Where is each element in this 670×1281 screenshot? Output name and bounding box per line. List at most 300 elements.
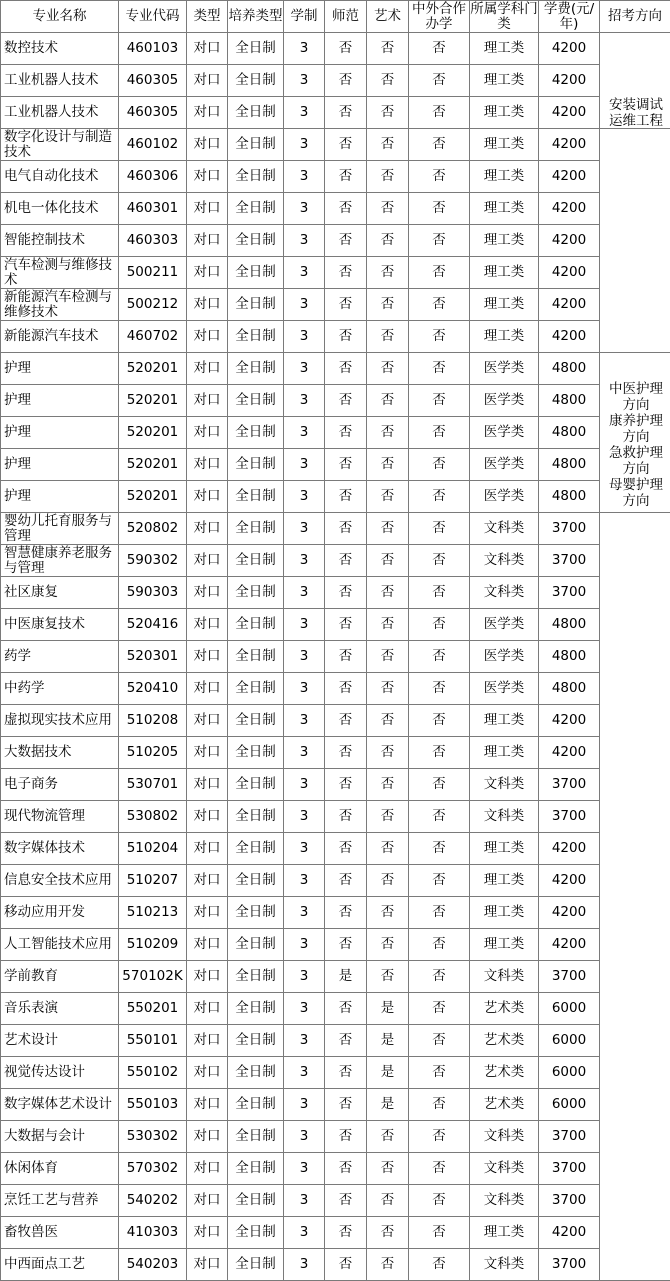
- teacher-training: 否: [325, 705, 367, 737]
- duration: 3: [284, 417, 325, 449]
- duration: 3: [284, 705, 325, 737]
- discipline: 医学类: [470, 481, 539, 513]
- tuition: 3700: [539, 1185, 600, 1217]
- type: 对口: [187, 993, 228, 1025]
- joint-program: 否: [409, 257, 470, 289]
- tuition: 6000: [539, 1025, 600, 1057]
- major-name: 数字化设计与制造技术: [1, 129, 119, 161]
- joint-program: 否: [409, 737, 470, 769]
- tuition: 3700: [539, 769, 600, 801]
- art: 否: [367, 897, 409, 929]
- art: 否: [367, 33, 409, 65]
- discipline: 文科类: [470, 513, 539, 545]
- art: 否: [367, 97, 409, 129]
- type: 对口: [187, 929, 228, 961]
- tuition: 4200: [539, 321, 600, 353]
- discipline: 文科类: [470, 1249, 539, 1281]
- direction-nursing-text-4: 母婴护理方向: [609, 477, 663, 509]
- type: 对口: [187, 609, 228, 641]
- art: 否: [367, 1121, 409, 1153]
- discipline: 理工类: [470, 321, 539, 353]
- tuition: 4200: [539, 225, 600, 257]
- major-code: 520201: [119, 385, 187, 417]
- art: 否: [367, 833, 409, 865]
- duration: 3: [284, 545, 325, 577]
- joint-program: 否: [409, 33, 470, 65]
- major-code: 510204: [119, 833, 187, 865]
- teacher-training: 否: [325, 1217, 367, 1249]
- type: 对口: [187, 673, 228, 705]
- training-type: 全日制: [228, 257, 284, 289]
- joint-program: 否: [409, 833, 470, 865]
- training-type: 全日制: [228, 833, 284, 865]
- major-name: 社区康复: [1, 577, 119, 609]
- teacher-training: 否: [325, 417, 367, 449]
- training-type: 全日制: [228, 33, 284, 65]
- joint-program: 否: [409, 609, 470, 641]
- teacher-training: 否: [325, 929, 367, 961]
- discipline: 理工类: [470, 65, 539, 97]
- type: 对口: [187, 257, 228, 289]
- joint-program: 否: [409, 65, 470, 97]
- art: 否: [367, 769, 409, 801]
- type: 对口: [187, 865, 228, 897]
- training-type: 全日制: [228, 353, 284, 385]
- training-type: 全日制: [228, 545, 284, 577]
- joint-program: 否: [409, 1185, 470, 1217]
- discipline: 艺术类: [470, 1025, 539, 1057]
- training-type: 全日制: [228, 1057, 284, 1089]
- tuition: 4200: [539, 865, 600, 897]
- training-type: 全日制: [228, 1153, 284, 1185]
- teacher-training: 否: [325, 161, 367, 193]
- joint-program: 否: [409, 353, 470, 385]
- discipline: 医学类: [470, 417, 539, 449]
- teacher-training: 否: [325, 609, 367, 641]
- joint-program: 否: [409, 993, 470, 1025]
- major-code: 530302: [119, 1121, 187, 1153]
- training-type: 全日制: [228, 609, 284, 641]
- major-name: 汽车检测与维修技术: [1, 257, 119, 289]
- training-type: 全日制: [228, 1121, 284, 1153]
- major-code: 550201: [119, 993, 187, 1025]
- discipline: 文科类: [470, 1153, 539, 1185]
- tuition: 3700: [539, 1121, 600, 1153]
- duration: 3: [284, 1249, 325, 1281]
- art: 否: [367, 641, 409, 673]
- duration: 3: [284, 385, 325, 417]
- tuition: 4800: [539, 481, 600, 513]
- tuition: 3700: [539, 545, 600, 577]
- tuition: 4200: [539, 1217, 600, 1249]
- discipline: 医学类: [470, 641, 539, 673]
- type: 对口: [187, 1185, 228, 1217]
- teacher-training: 否: [325, 1249, 367, 1281]
- type: 对口: [187, 897, 228, 929]
- training-type: 全日制: [228, 673, 284, 705]
- art: 否: [367, 865, 409, 897]
- type: 对口: [187, 833, 228, 865]
- type: 对口: [187, 1217, 228, 1249]
- training-type: 全日制: [228, 193, 284, 225]
- major-name: 中药学: [1, 673, 119, 705]
- major-code: 520416: [119, 609, 187, 641]
- major-code: 460102: [119, 129, 187, 161]
- discipline: 理工类: [470, 705, 539, 737]
- tuition: 6000: [539, 1089, 600, 1121]
- tuition: 3700: [539, 577, 600, 609]
- joint-program: 否: [409, 481, 470, 513]
- major-code: 460301: [119, 193, 187, 225]
- training-type: 全日制: [228, 1249, 284, 1281]
- duration: 3: [284, 289, 325, 321]
- type: 对口: [187, 545, 228, 577]
- tuition: 4200: [539, 257, 600, 289]
- discipline: 理工类: [470, 833, 539, 865]
- teacher-training: 否: [325, 33, 367, 65]
- major-name: 数控技术: [1, 33, 119, 65]
- major-code: 570302: [119, 1153, 187, 1185]
- joint-program: 否: [409, 705, 470, 737]
- header-col-art: 艺术: [367, 1, 409, 33]
- duration: 3: [284, 865, 325, 897]
- teacher-training: 是: [325, 961, 367, 993]
- tuition: 4200: [539, 833, 600, 865]
- discipline: 文科类: [470, 801, 539, 833]
- major-code: 460305: [119, 65, 187, 97]
- duration: 3: [284, 609, 325, 641]
- discipline: 理工类: [470, 193, 539, 225]
- teacher-training: 否: [325, 1185, 367, 1217]
- type: 对口: [187, 289, 228, 321]
- direction-cell-robot-text: 安装调试运维工程: [609, 97, 663, 129]
- tuition: 4800: [539, 353, 600, 385]
- teacher-training: 否: [325, 129, 367, 161]
- direction-cell-blank-2: [600, 513, 670, 1281]
- type: 对口: [187, 417, 228, 449]
- teacher-training: 否: [325, 577, 367, 609]
- discipline: 医学类: [470, 353, 539, 385]
- duration: 3: [284, 225, 325, 257]
- training-type: 全日制: [228, 321, 284, 353]
- discipline: 理工类: [470, 897, 539, 929]
- major-name: 信息安全技术应用: [1, 865, 119, 897]
- art: 否: [367, 449, 409, 481]
- major-code: 590302: [119, 545, 187, 577]
- duration: 3: [284, 993, 325, 1025]
- discipline: 文科类: [470, 961, 539, 993]
- discipline: 医学类: [470, 609, 539, 641]
- discipline: 文科类: [470, 545, 539, 577]
- major-name: 数字媒体技术: [1, 833, 119, 865]
- duration: 3: [284, 737, 325, 769]
- training-type: 全日制: [228, 897, 284, 929]
- direction-cell-nursing: [600, 353, 670, 513]
- art: 否: [367, 513, 409, 545]
- teacher-training: 否: [325, 865, 367, 897]
- type: 对口: [187, 961, 228, 993]
- joint-program: 否: [409, 1153, 470, 1185]
- tuition: 3700: [539, 1153, 600, 1185]
- discipline: 理工类: [470, 865, 539, 897]
- training-type: 全日制: [228, 97, 284, 129]
- tuition: 4200: [539, 289, 600, 321]
- teacher-training: 否: [325, 193, 367, 225]
- joint-program: 否: [409, 1121, 470, 1153]
- training-type: 全日制: [228, 1185, 284, 1217]
- major-code: 460103: [119, 33, 187, 65]
- type: 对口: [187, 737, 228, 769]
- discipline: 理工类: [470, 97, 539, 129]
- type: 对口: [187, 97, 228, 129]
- major-code: 520802: [119, 513, 187, 545]
- major-code: 520201: [119, 481, 187, 513]
- duration: 3: [284, 929, 325, 961]
- major-code: 520410: [119, 673, 187, 705]
- major-name: 电子商务: [1, 769, 119, 801]
- art: 否: [367, 353, 409, 385]
- art: 否: [367, 929, 409, 961]
- major-code: 500211: [119, 257, 187, 289]
- major-name: 婴幼儿托育服务与管理: [1, 513, 119, 545]
- type: 对口: [187, 641, 228, 673]
- header-col-major-name: 专业名称: [1, 1, 119, 33]
- type: 对口: [187, 1057, 228, 1089]
- major-name: 人工智能技术应用: [1, 929, 119, 961]
- art: 否: [367, 801, 409, 833]
- duration: 3: [284, 1185, 325, 1217]
- teacher-training: 否: [325, 1153, 367, 1185]
- major-name: 护理: [1, 417, 119, 449]
- joint-program: 否: [409, 321, 470, 353]
- art: 否: [367, 417, 409, 449]
- type: 对口: [187, 129, 228, 161]
- joint-program: 否: [409, 513, 470, 545]
- header-col-duration: 学制: [284, 1, 325, 33]
- type: 对口: [187, 1249, 228, 1281]
- training-type: 全日制: [228, 737, 284, 769]
- header-col-teacher: 师范: [325, 1, 367, 33]
- major-name: 艺术设计: [1, 1025, 119, 1057]
- type: 对口: [187, 1121, 228, 1153]
- teacher-training: 否: [325, 289, 367, 321]
- type: 对口: [187, 1089, 228, 1121]
- joint-program: 否: [409, 129, 470, 161]
- direction-nursing-text-1: 中医护理方向: [609, 381, 663, 413]
- training-type: 全日制: [228, 993, 284, 1025]
- major-name: 学前教育: [1, 961, 119, 993]
- tuition: 4200: [539, 929, 600, 961]
- joint-program: 否: [409, 1057, 470, 1089]
- training-type: 全日制: [228, 801, 284, 833]
- training-type: 全日制: [228, 129, 284, 161]
- major-code: 460303: [119, 225, 187, 257]
- training-type: 全日制: [228, 449, 284, 481]
- duration: 3: [284, 769, 325, 801]
- major-name: 护理: [1, 449, 119, 481]
- training-type: 全日制: [228, 65, 284, 97]
- discipline: 医学类: [470, 385, 539, 417]
- discipline: 文科类: [470, 1185, 539, 1217]
- major-name: 护理: [1, 481, 119, 513]
- art: 否: [367, 577, 409, 609]
- training-type: 全日制: [228, 929, 284, 961]
- tuition: 3700: [539, 513, 600, 545]
- teacher-training: 否: [325, 1057, 367, 1089]
- art: 是: [367, 1089, 409, 1121]
- art: 否: [367, 1153, 409, 1185]
- duration: 3: [284, 513, 325, 545]
- joint-program: 否: [409, 1089, 470, 1121]
- type: 对口: [187, 33, 228, 65]
- tuition: 3700: [539, 1249, 600, 1281]
- art: 是: [367, 1025, 409, 1057]
- discipline: 理工类: [470, 289, 539, 321]
- joint-program: 否: [409, 385, 470, 417]
- joint-program: 否: [409, 225, 470, 257]
- teacher-training: 否: [325, 545, 367, 577]
- major-code: 540203: [119, 1249, 187, 1281]
- discipline: 理工类: [470, 929, 539, 961]
- tuition: 4200: [539, 193, 600, 225]
- joint-program: 否: [409, 193, 470, 225]
- direction-cell-robot: [600, 33, 670, 129]
- teacher-training: 否: [325, 513, 367, 545]
- teacher-training: 否: [325, 353, 367, 385]
- major-name: 智慧健康养老服务与管理: [1, 545, 119, 577]
- type: 对口: [187, 193, 228, 225]
- teacher-training: 否: [325, 737, 367, 769]
- major-code: 520301: [119, 641, 187, 673]
- duration: 3: [284, 33, 325, 65]
- duration: 3: [284, 65, 325, 97]
- tuition: 4800: [539, 641, 600, 673]
- teacher-training: 否: [325, 993, 367, 1025]
- type: 对口: [187, 1025, 228, 1057]
- teacher-training: 否: [325, 1025, 367, 1057]
- type: 对口: [187, 225, 228, 257]
- joint-program: 否: [409, 545, 470, 577]
- art: 否: [367, 609, 409, 641]
- duration: 3: [284, 161, 325, 193]
- type: 对口: [187, 449, 228, 481]
- type: 对口: [187, 705, 228, 737]
- tuition: 4800: [539, 385, 600, 417]
- joint-program: 否: [409, 1249, 470, 1281]
- duration: 3: [284, 353, 325, 385]
- joint-program: 否: [409, 161, 470, 193]
- duration: 3: [284, 641, 325, 673]
- duration: 3: [284, 1121, 325, 1153]
- discipline: 文科类: [470, 577, 539, 609]
- discipline: 理工类: [470, 737, 539, 769]
- training-type: 全日制: [228, 289, 284, 321]
- major-code: 510209: [119, 929, 187, 961]
- joint-program: 否: [409, 577, 470, 609]
- header-col-major-code: 专业代码: [119, 1, 187, 33]
- tuition: 4200: [539, 161, 600, 193]
- major-code: 550103: [119, 1089, 187, 1121]
- major-code: 550102: [119, 1057, 187, 1089]
- major-name: 工业机器人技术: [1, 97, 119, 129]
- discipline: 理工类: [470, 33, 539, 65]
- joint-program: 否: [409, 289, 470, 321]
- major-code: 460305: [119, 97, 187, 129]
- discipline: 理工类: [470, 161, 539, 193]
- major-name: 数字媒体艺术设计: [1, 1089, 119, 1121]
- training-type: 全日制: [228, 385, 284, 417]
- training-type: 全日制: [228, 641, 284, 673]
- major-code: 540202: [119, 1185, 187, 1217]
- major-code: 410303: [119, 1217, 187, 1249]
- teacher-training: 否: [325, 1089, 367, 1121]
- major-code: 530701: [119, 769, 187, 801]
- tuition: 4200: [539, 97, 600, 129]
- teacher-training: 否: [325, 833, 367, 865]
- major-code: 510213: [119, 897, 187, 929]
- major-name: 护理: [1, 385, 119, 417]
- art: 否: [367, 673, 409, 705]
- major-code: 530802: [119, 801, 187, 833]
- art: 否: [367, 289, 409, 321]
- type: 对口: [187, 1153, 228, 1185]
- tuition: 6000: [539, 1057, 600, 1089]
- type: 对口: [187, 161, 228, 193]
- type: 对口: [187, 65, 228, 97]
- major-code: 460702: [119, 321, 187, 353]
- major-name: 畜牧兽医: [1, 1217, 119, 1249]
- art: 否: [367, 961, 409, 993]
- type: 对口: [187, 577, 228, 609]
- major-code: 510208: [119, 705, 187, 737]
- duration: 3: [284, 129, 325, 161]
- joint-program: 否: [409, 929, 470, 961]
- duration: 3: [284, 961, 325, 993]
- joint-program: 否: [409, 801, 470, 833]
- direction-nursing-text-3: 急救护理方向: [609, 445, 663, 477]
- art: 否: [367, 321, 409, 353]
- art: 否: [367, 1249, 409, 1281]
- major-code: 500212: [119, 289, 187, 321]
- type: 对口: [187, 801, 228, 833]
- major-code: 520201: [119, 449, 187, 481]
- major-name: 休闲体育: [1, 1153, 119, 1185]
- major-name: 电气自动化技术: [1, 161, 119, 193]
- joint-program: 否: [409, 1217, 470, 1249]
- art: 否: [367, 705, 409, 737]
- tuition: 4200: [539, 129, 600, 161]
- major-code: 550101: [119, 1025, 187, 1057]
- duration: 3: [284, 801, 325, 833]
- discipline: 理工类: [470, 129, 539, 161]
- joint-program: 否: [409, 865, 470, 897]
- teacher-training: 否: [325, 449, 367, 481]
- art: 否: [367, 481, 409, 513]
- teacher-training: 否: [325, 321, 367, 353]
- duration: 3: [284, 321, 325, 353]
- training-type: 全日制: [228, 705, 284, 737]
- discipline: 医学类: [470, 673, 539, 705]
- training-type: 全日制: [228, 225, 284, 257]
- discipline: 文科类: [470, 1121, 539, 1153]
- discipline: 艺术类: [470, 1057, 539, 1089]
- art: 否: [367, 193, 409, 225]
- major-name: 视觉传达设计: [1, 1057, 119, 1089]
- training-type: 全日制: [228, 577, 284, 609]
- joint-program: 否: [409, 673, 470, 705]
- tuition: 6000: [539, 993, 600, 1025]
- tuition: 4800: [539, 673, 600, 705]
